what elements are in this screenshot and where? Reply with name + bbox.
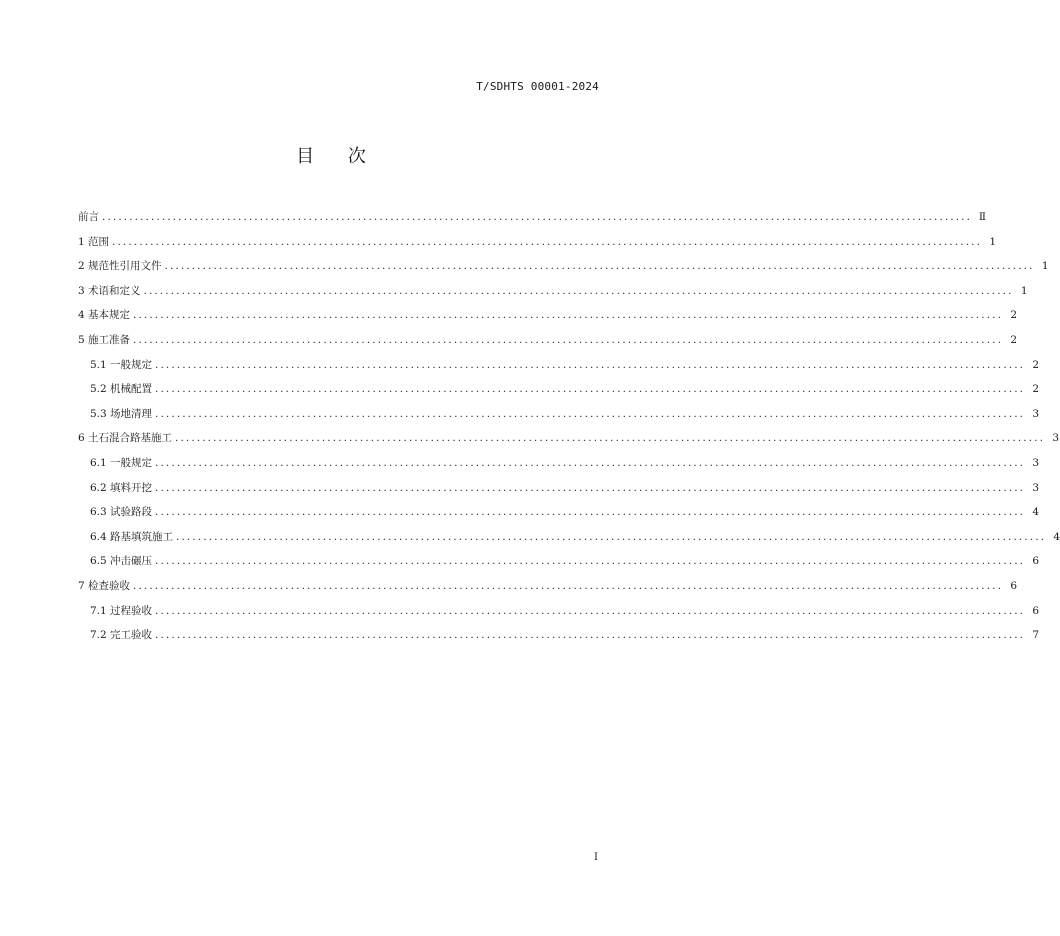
toc-entry[interactable]	[78, 552, 1040, 577]
toc-entry-page: 3	[1052, 432, 1060, 445]
toc-entry[interactable]	[78, 479, 1040, 504]
toc-leader-dots: ................................................................................................................................................................	[155, 358, 1026, 371]
toc-leader-dots: ................................................................................................................................................................	[143, 284, 1014, 297]
toc-entry-page: 6	[1032, 555, 1040, 568]
toc-entry[interactable]	[78, 503, 1040, 528]
toc-entry-label: 前言	[78, 211, 99, 223]
toc-entry-label: 6 土石混合路基施工	[78, 432, 173, 445]
toc-leader-dots: ................................................................................................................................................................	[155, 407, 1026, 420]
toc-leader-dots: ................................................................................................................................................................	[155, 383, 1026, 396]
toc-leader-dots: ................................................................................................................................................................	[112, 235, 983, 248]
toc-title: 目 次	[296, 146, 380, 167]
toc-leader-dots: ................................................................................................................................................................	[155, 456, 1026, 469]
toc-entry[interactable]	[78, 454, 1040, 479]
toc-leader-dots: ................................................................................................................................................................	[102, 211, 973, 223]
toc-leader-dots: ................................................................................................................................................................	[175, 432, 1046, 445]
toc-entry[interactable]	[78, 429, 1060, 454]
toc-entry-page: 3	[1032, 456, 1040, 469]
document-code: T/SDHTS 00001-2024	[476, 80, 599, 93]
toc-entry-page: 2	[1010, 333, 1018, 346]
table-of-contents	[78, 208, 1060, 651]
toc-entry-page: 6	[1010, 579, 1018, 592]
toc-leader-dots: ................................................................................................................................................................	[155, 506, 1026, 519]
toc-entry-page: 2	[1032, 383, 1040, 396]
toc-leader-dots: ................................................................................................................................................................	[155, 629, 1026, 642]
toc-entry[interactable]	[78, 405, 1040, 430]
toc-entry-page: 1	[1041, 260, 1049, 273]
toc-entry-label: 5.3 场地清理	[90, 407, 153, 420]
toc-entry[interactable]	[78, 233, 997, 258]
toc-entry[interactable]	[78, 602, 1040, 627]
toc-entry[interactable]	[78, 208, 987, 233]
toc-leader-dots: ................................................................................................................................................................	[176, 530, 1047, 543]
toc-entry[interactable]	[78, 626, 1040, 651]
toc-entry-page: 3	[1032, 407, 1040, 420]
toc-leader-dots: ................................................................................................................................................................	[155, 604, 1026, 617]
toc-leader-dots: ................................................................................................................................................................	[164, 260, 1035, 273]
toc-entry-page: 1	[989, 235, 997, 248]
toc-leader-dots: ................................................................................................................................................................	[133, 333, 1004, 346]
toc-entry-label: 6.5 冲击碾压	[90, 555, 153, 568]
toc-entry-label: 2 规范性引用文件	[78, 260, 162, 273]
toc-entry[interactable]	[78, 257, 1049, 282]
toc-entry-page: 4	[1032, 506, 1040, 519]
toc-entry-page: 7	[1032, 629, 1040, 642]
toc-entry[interactable]	[78, 356, 1040, 381]
toc-entry-page: Ⅱ	[978, 211, 987, 223]
toc-entry-label: 7.2 完工验收	[90, 629, 153, 642]
toc-entry-label: 5 施工准备	[78, 333, 131, 346]
toc-entry-page: 3	[1032, 481, 1040, 494]
toc-entry[interactable]	[78, 331, 1018, 356]
toc-entry-label: 6.4 路基填筑施工	[90, 530, 174, 543]
toc-entry[interactable]	[78, 306, 1018, 331]
toc-leader-dots: ................................................................................................................................................................	[155, 481, 1026, 494]
toc-entry-page: 2	[1032, 358, 1040, 371]
toc-entry-label: 6.3 试验路段	[90, 506, 153, 519]
toc-leader-dots: ................................................................................................................................................................	[133, 309, 1004, 322]
toc-entry-label: 3 术语和定义	[78, 284, 141, 297]
toc-entry[interactable]	[78, 282, 1028, 307]
toc-entry-label: 7 检查验收	[78, 579, 131, 592]
toc-entry[interactable]	[78, 528, 1060, 553]
toc-entry-label: 4 基本规定	[78, 309, 131, 322]
toc-leader-dots: ................................................................................................................................................................	[155, 555, 1026, 568]
toc-entry[interactable]	[78, 380, 1040, 405]
toc-entry-label: 1 范围	[78, 235, 110, 248]
toc-leader-dots: ................................................................................................................................................................	[133, 579, 1004, 592]
toc-entry-label: 7.1 过程验收	[90, 604, 153, 617]
toc-entry[interactable]	[78, 577, 1018, 602]
toc-entry-page: 4	[1053, 530, 1060, 543]
toc-entry-label: 5.1 一般规定	[90, 358, 153, 371]
page-number: I	[594, 852, 598, 863]
toc-entry-label: 5.2 机械配置	[90, 383, 153, 396]
toc-entry-page: 6	[1032, 604, 1040, 617]
toc-entry-page: 2	[1010, 309, 1018, 322]
toc-entry-label: 6.2 填料开挖	[90, 481, 153, 494]
toc-entry-page: 1	[1020, 284, 1028, 297]
toc-entry-label: 6.1 一般规定	[90, 456, 153, 469]
